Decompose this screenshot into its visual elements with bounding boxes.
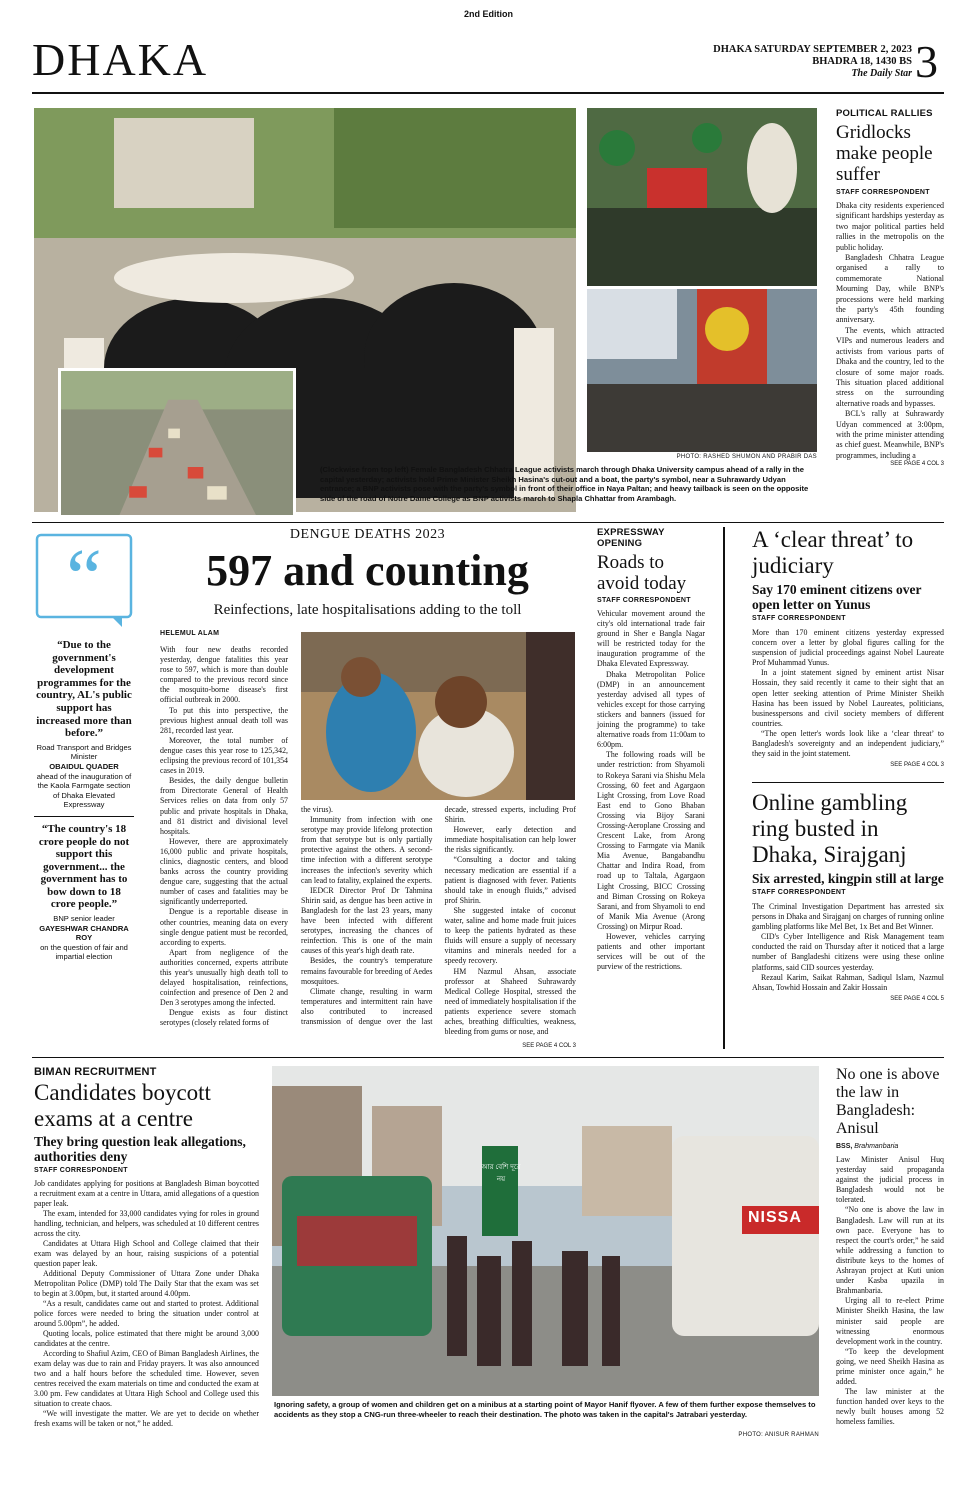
rallies-see-page: SEE PAGE 4 COL 3 (890, 461, 944, 468)
biman-para: The exam, intended for 33,000 candidates vying for roles in ground handling, technician, and helpers, was scheduled at 10 different centres across the city. (34, 1209, 259, 1238)
gambling-body (752, 902, 944, 993)
dengue-lower-columns (301, 805, 576, 1045)
quote-2: “The country's 18 crore people do not support this government... the government has to bow down to 18 crore people.” (38, 822, 130, 911)
dengue-para: Immunity from infection with one serotype may provide lifelong protection from that serotype but is only partially protective against the others. A second-time infection with a different serotype increases the infection's severity which can lead to fatality, explained the experts. (301, 815, 433, 885)
anisul-headline: No one is above the law in Bangladesh: Anisul (836, 1066, 940, 1137)
biman-story (34, 1066, 259, 1429)
anisul-para: “To keep the development going, we need Sheikh Hasina as prime minister once again,” he added. (836, 1346, 944, 1387)
expressway-body (597, 609, 705, 972)
dengue-col1 (160, 645, 288, 1028)
dengue-see-page: SEE PAGE 4 COL 3 (522, 1043, 576, 1049)
column-rule (723, 527, 725, 1049)
dengue-para: To put this into perspective, the previous highest annual death toll was 281, recorded last year. (160, 705, 288, 735)
biman-para: Additional Deputy Commissioner of Uttara Zone under Dhaka Metropolitan Police (DMP) told The Daily Star that the exam was set to begin at 3.00pm, but, it started around 4.00pm. (34, 1269, 259, 1298)
threat-headline: A ‘clear threat’ to judiciary (752, 527, 914, 578)
rallies-kicker: POLITICAL RALLIES (836, 108, 933, 119)
anisul-para: Urging all to re-elect Prime Minister Sheikh Hasina, the law minister said people are witnessing enormous development work in the country. (836, 1296, 944, 1346)
rallies-para: Bangladesh Chhatra League organised a rally to commemorate National Mourning Day, while BNP's processions were held marking the party's 45th founding anniversary. (836, 253, 944, 325)
dengue-para: However, there are approximately 16,000 public and private hospitals, clinics, diagnostic centers, and blood banks across the country providing dengue care, suggesting that the actual number of cases and fatalities may be significantly underreported. (160, 836, 288, 907)
rallies-para: BCL's rally at Suhrawardy Udyan commenced at 3:00pm, with the prime minister attending as chief guest. Meanwhile, BNP's programmes, including a (836, 409, 944, 460)
dengue-headline: 597 and counting (206, 546, 529, 595)
gambling-para: Rezaul Karim, Saikat Rahman, Sadiqul Islam, Nazmul Ahsan, Towhid Hossain and Zakir Hossain (752, 972, 944, 992)
jatrabari-bus-photo (272, 1066, 819, 1396)
biman-para: According to Shafiul Azim, CEO of Biman Bangladesh Airlines, the exam delay was due to rain and Friday prayers. It was also announced two and a half hours before the scheduled time. However, seven centres received the exam materials on time and conducted the exam at 3.00 pm. Few candidates at Uttara High School and College used this situation to create chaos. (34, 1349, 259, 1408)
threat-rule (752, 782, 944, 783)
section-title: DHAKA (32, 34, 209, 85)
anisul-para: The law minister at the function handed over keys to the newly built houses among 52 homeless families. (836, 1387, 944, 1427)
top-photo-caption: (Clockwise from top left) Female Bangladesh Chhatra League activists march through Dhaka University campus ahead of a rally in the capital yesterday; activists hold Prime Minister Sheikh Hasina's cut-out and a boat, the party's symbol, near a Suhrawardy Udyan entrance; a BNP activists pose with the party's symbol in front of their office in Naya Paltan; and heavy tailback is seen on the opposite side of the road of Notre Dame College as BNP activists march to Shapla Chhattar from Arambagh. (320, 465, 809, 503)
quote-2-attribution (34, 914, 134, 962)
dengue-subhead: Reinfections, late hospitalisations adding to the toll (213, 602, 522, 618)
anisul-para: Law Minister Anisul Huq yesterday said propaganda against the judicial process in Bangladesh would not be tolerated. (836, 1155, 944, 1205)
quote-2-context: on the question of fair and impartial election (40, 942, 128, 962)
biman-subhead: They bring question leak allegations, authorities deny (34, 1134, 246, 1164)
rallies-para: The events, which attracted VIPs and numerous leaders and activists from various parts of Dhaka and the country, led to the closure of some major roads. This situation placed additional stress on the surrounding alternative roads and bypasses. (836, 325, 944, 408)
biman-byline: STAFF CORRESPONDENT (34, 1167, 128, 1174)
bnp-activists-photo (587, 289, 817, 452)
quote-1-role: Road Transport and Bridges Minister (36, 742, 132, 762)
gambling-headline: Online gambling ring busted in Dhaka, Sirajganj (752, 790, 908, 867)
quote-1-name: OBAIDUL QUADER (49, 761, 119, 771)
road-sign-text: আর বেশি দূরে নয় (481, 1164, 521, 1183)
biman-para: Job candidates applying for positions at Bangladesh Biman boycotted a recruitment exam at a centre in Uttara, amid allegations of a question paper leak. (34, 1179, 259, 1208)
threat-story (752, 527, 944, 768)
biman-headline: Candidates boycott exams at a centre (34, 1080, 211, 1131)
rallies-para: Dhaka city residents experienced significant hardships yesterday as two major political parties held rallies in the metropolis on the public holiday. (836, 201, 944, 252)
anisul-byline-source: BSS, (836, 1143, 853, 1150)
expressway-para: Dhaka Metropolitan Police (DMP) in an announcement yesterday advised all types of vehicles except for those carrying stickers and banners (issued for joining the programme) to take alternative roads from 11:00am to 6:00pm. (597, 669, 705, 750)
dengue-para: Besides, the daily dengue bulletin from Directorate General of Health Services relies on data from only 57 public and private hospitals in Dhaka, and 81 district and divisional level hospitals. (160, 776, 288, 836)
quote-1-context: ahead of the inauguration of the Kaola Farmgate section of Dhaka Elevated Expressway (36, 771, 132, 810)
expressway-story (597, 527, 705, 972)
rallies-body (836, 201, 944, 461)
anisul-byline-place: Brahmanbaria (854, 1143, 899, 1150)
dengue-para: HM Nazmul Ahsan, associate professor at Shaheed Suhrawardy Medical College Hospital, stressed the need of immediately hospitalisation if the patients experience severe stomach aches, breathing difficulties, weakness, bleeding from gums or nose, and (444, 966, 576, 1037)
anisul-byline (836, 1143, 944, 1150)
expressway-para: Vehicular movement around the city's old international trade fair ground in Sher e Bangla Nagar will be restricted today for the inauguration programme of the Dhaka Elevated Expressway. (597, 609, 705, 669)
bangla-date: BHADRA 18, 1430 BS (812, 56, 912, 67)
threat-subhead: Say 170 eminent citizens over open letter on Yunus (752, 582, 922, 612)
section-rule (32, 522, 944, 523)
gambling-para: The Criminal Investigation Department has arrested six persons in Dhaka and Sirajganj on charges of running online gambling platforms like Mel Bet, 1x Bet and Bet Winner. (752, 902, 944, 932)
biman-para: Candidates at Uttara High School and College claimed that their exam was delayed by an hour, raising suspicions of a potential question paper leak. (34, 1239, 259, 1268)
biman-para: Quoting locals, police estimated that there might be around 3,000 candidates at the centre. (34, 1329, 259, 1348)
dengue-para: Moreover, the total number of dengue cases this year rose to 125,342, eclipsing the previous record of 101,354 cases in 2019. (160, 735, 288, 776)
dateline (680, 44, 912, 80)
quote-2-role: BNP senior leader (53, 914, 115, 924)
rallies-story (836, 108, 944, 467)
anisul-body (836, 1155, 944, 1428)
threat-para: In a joint statement signed by eminent artist Nisar Hossain, they said recently it came to their sight that an open letter seeking attention of Prime Minister Sheikh Hasina has been issued by Nobel Laureates, politicians, businesspersons and civil society members of different countries. (752, 668, 944, 728)
masthead-rule (32, 92, 944, 94)
expressway-kicker: EXPRESSWAY OPENING (597, 527, 665, 549)
quote-sidebar (34, 532, 134, 962)
gambling-see-page: SEE PAGE 4 COL 5 (890, 995, 944, 1002)
quote-divider (34, 816, 134, 817)
dengue-kicker: DENGUE DEATHS 2023 (289, 527, 446, 542)
threat-body (752, 628, 944, 759)
dengue-para: Apart from negligence of the authorities concerned, experts attribute this year's unusually high death toll to delayed hospitalisation, reinfections, coinfection and presence of Den 2 and Den 3 serotypes among the infected. (160, 947, 288, 1008)
threat-see-page: SEE PAGE 4 COL 3 (890, 762, 944, 769)
gambling-story (752, 790, 944, 1002)
dengue-para: With four new deaths recorded yesterday, dengue fatalities this year rose to 597, which is more than double compared to the previous record since the mosquito-borne disease's first official outbreak in 2000. (160, 645, 288, 705)
threat-para: More than 170 eminent citizens yesterday expressed concern over a letter by global figures calling for the suspension of judicial proceedings against Nobel Laureate Prof Muhammad Yunus. (752, 628, 944, 668)
svg-text:“: “ (66, 534, 102, 622)
expressway-byline: STAFF CORRESPONDENT (597, 597, 691, 604)
threat-byline: STAFF CORRESPONDENT (752, 615, 846, 622)
quote-2-name: GAYESHWAR CHANDRA ROY (39, 923, 129, 943)
paper-name: The Daily Star (851, 68, 912, 79)
dengue-para: However, early detection and immediate hospitalisation can help lower the risks significantly. (444, 825, 576, 855)
bottom-photo-caption: Ignoring safety, a group of women and children get on a minibus at a starting point of Mayor Hanif flyover. A few of them further expose themselves to accidents as they stop a CNG-run three-wheeler to reach their destination. The photo was taken in the capital's Jatrabari yesterday. (274, 1400, 816, 1419)
bottom-section-rule (32, 1057, 944, 1058)
gambling-byline: STAFF CORRESPONDENT (752, 889, 846, 896)
gambling-subhead: Six arrested, kingpin still at large (752, 871, 944, 886)
quote-1-attribution (34, 743, 134, 810)
dengue-para: IEDCR Director Prof Dr Tahmina Shirin said, as dengue has been active in Bangladesh for the last 23 years, many have been infected with different serotypes, increasing the chances of reinfection. This is one of the main causes of this year's high death rate. (301, 885, 433, 956)
dengue-para: Dengue is a reportable disease in other countries, meaning data on every single dengue patient must be recorded, according to experts. (160, 907, 288, 947)
dengue-byline: HELEMUL ALAM (160, 630, 220, 637)
expressway-headline: Roads to avoid today (597, 552, 687, 594)
quote-1: “Due to the government's development programmes for the country, AL's public support has increased more than before.” (36, 639, 132, 740)
dengue-para: She suggested intake of coconut water, saline and home made fruit juices to keep the patients hydrated as these fluids will ensure a supply of necessary vitamins and minerals needed for a speedy recovery. (444, 905, 576, 966)
dengue-para: “Consulting a doctor and taking necessary medication are essential if a patient is diagnosed with fever. Patients should take in enough fluids,” advised prof Shirin. (444, 855, 576, 905)
expressway-para: The following roads will be under restriction: from Shyamoli to Rokeya Sarani via Shishu Mela Crossing, 60 feet and Agargaon Light Crossing, from Love Road East end to Gono Bhaban Crossing via Bijoy Sarani Crossing-Aeroplane Crossing and Crescent Lake, from Arong Crossing to Farmgate via Manik Mia Avenue, Bangabandhu Chattar and Indira Road, from road up to Taltala, Agargaon Light Crossing, BICC Crossing and Biman Crossing on Rokeya Sarani, and from Shyamoli to end of Manik Mia Avenue (Arong Crossing) on Mirpur Road. (597, 750, 705, 931)
quote-mark-icon (34, 532, 134, 628)
date-text: DHAKA SATURDAY SEPTEMBER 2, 2023 (713, 44, 912, 55)
page-number: 3 (915, 36, 938, 87)
biman-para: “As a result, candidates came out and started to protest. Additional police forces were needed to bring the situation under control at around 5.00pm”, he added. (34, 1299, 259, 1328)
bus-text: NISSA (748, 1209, 802, 1226)
dengue-para: Besides, the country's temperature remains favourable for breeding of Aedes mosquitoes. (301, 956, 433, 986)
dengue-para: Dengue exists as four distinct serotypes (closely related forms of (160, 1008, 288, 1028)
dengue-para: the virus). (301, 805, 333, 814)
rallies-byline: STAFF CORRESPONDENT (836, 189, 930, 196)
anisul-story (836, 1066, 944, 1428)
dengue-child-photo (301, 632, 575, 800)
hasina-cutout-photo (587, 108, 817, 286)
anisul-para: “No one is above the law in Bangladesh. Law will run at its own pace. Everyone has to respect the court's order,” he said while addressing a function to distribute keys to the homes of Ashrayan project at Kuti union under Kasba upazila in Brahmanbaria. (836, 1205, 944, 1296)
top-photo-credit: PHOTO: RASHED SHUMON AND PRABIR DAS (676, 454, 817, 460)
expressway-para: However, vehicles carrying patients and other important services will be out of the purview of the restrictions. (597, 932, 705, 972)
gambling-para: CID's Cyber Intelligence and Risk Management team conducted the raid on Thursday after it noticed that a large number of Bangladeshi citizens were using these online platforms, said CID sources yesterday. (752, 932, 944, 972)
rallies-headline: Gridlocks make people suffer (836, 122, 933, 185)
tailback-photo (58, 368, 296, 518)
dengue-para: Climate change, resulting in warm temperatures and intermittent rain have also contributed to increased transmission of dengue over the last decade, stressed experts, including Prof Shirin. (301, 805, 576, 1026)
threat-para: “The open letter's words look like a ‘clear threat’ to Bangladesh's sovereignty and an independent judiciary,” they said in the joint statement. (752, 728, 944, 759)
biman-body (34, 1179, 259, 1429)
edition-label: 2nd Edition (464, 9, 513, 19)
biman-para: “We will investigate the matter. We are yet to decide on whether fresh exams will be taken or not,” he added. (34, 1409, 259, 1428)
bottom-photo-credit: PHOTO: ANISUR RAHMAN (738, 1432, 819, 1438)
biman-kicker: BIMAN RECRUITMENT (34, 1066, 157, 1078)
